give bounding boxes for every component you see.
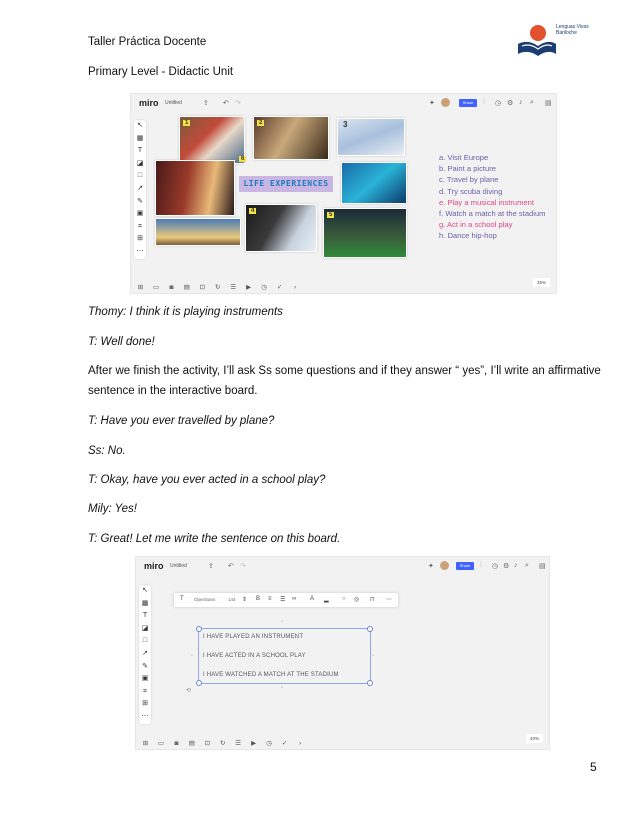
- instruction-line-1: After we finish the activity, I’ll ask Ss some questions and if they answer “ yes”, I’ll write an affirmative: [88, 365, 601, 377]
- circle-icon[interactable]: ○: [342, 596, 346, 602]
- refresh-icon[interactable]: ↻: [220, 740, 226, 747]
- miro-board-screenshot-2: [135, 556, 550, 750]
- bell-icon[interactable]: ♪: [519, 99, 523, 106]
- shape-icon[interactable]: □: [142, 637, 148, 645]
- lock-icon[interactable]: ⊓: [370, 597, 375, 603]
- activity-list: [439, 152, 546, 242]
- frame-icon[interactable]: ⌗: [143, 687, 147, 695]
- miro-logo: miro: [144, 561, 164, 571]
- activity-item: f. Watch a match at the stadium: [439, 209, 546, 219]
- photo-number-6: 6: [241, 156, 245, 162]
- dialogue-question-play: T: Okay, have you ever acted in a school play?: [88, 474, 326, 486]
- more-tools-icon[interactable]: ⋯: [136, 247, 144, 255]
- avatar[interactable]: [441, 98, 450, 107]
- timer-icon[interactable]: ◷: [495, 100, 502, 107]
- text-color-icon[interactable]: A: [310, 596, 315, 602]
- expand-icon[interactable]: ›: [293, 284, 297, 291]
- dialogue-ss-no: Ss: No.: [88, 445, 126, 457]
- page-number: 5: [590, 760, 597, 774]
- highlight-icon[interactable]: ▂: [324, 597, 329, 603]
- select-cursor-icon[interactable]: ↖: [142, 587, 148, 594]
- comment-icon[interactable]: ▣: [141, 675, 149, 683]
- refresh-icon[interactable]: ↻: [215, 284, 221, 291]
- logo-text-line: Bariloche: [556, 30, 577, 36]
- sentence-text-box[interactable]: [198, 628, 371, 684]
- list-icon[interactable]: ☰: [280, 597, 286, 603]
- dialogue-thomy: Thomy: I think it is playing instruments: [88, 306, 283, 318]
- video-icon[interactable]: ▶: [251, 740, 257, 747]
- grid-icon[interactable]: ⊞: [142, 740, 149, 747]
- connector-icon[interactable]: ↗: [142, 649, 148, 657]
- logo-text: [556, 24, 589, 36]
- photo-number-4: 4: [251, 208, 255, 214]
- instruction-line-2: sentence in the interactive board.: [88, 385, 258, 397]
- institution-logo: [516, 22, 598, 60]
- sticky-note-icon[interactable]: ◪: [136, 159, 144, 167]
- activity-item: e. Play a musical instrument: [439, 197, 534, 207]
- font-select[interactable]: OpenSans: [194, 597, 216, 602]
- miro-bottom-bar: [135, 276, 301, 291]
- share-button[interactable]: Share: [456, 562, 474, 570]
- miro-topbar: [136, 557, 549, 577]
- link-icon[interactable]: ∞: [292, 596, 297, 602]
- sentence-line: I HAVE WATCHED A MATCH AT THE STADIUM: [203, 672, 339, 678]
- emoji-icon[interactable]: ◎: [354, 597, 360, 603]
- level-subtitle: Primary Level - Didactic Unit: [88, 66, 234, 78]
- photo-stadium: [323, 208, 407, 258]
- reactions-icon[interactable]: ✦: [428, 563, 434, 570]
- expand-icon[interactable]: ›: [298, 740, 302, 747]
- apps-icon[interactable]: ⊡: [204, 740, 211, 747]
- dialogue-mily: Mily: Yes!: [88, 503, 137, 515]
- logo-text-line: Lenguas Vivas: [556, 24, 589, 30]
- text-type-icon[interactable]: T: [180, 596, 184, 602]
- settings-sliders-icon[interactable]: ⫶: [483, 99, 485, 106]
- bell-icon[interactable]: ♪: [514, 562, 518, 569]
- camera-icon[interactable]: ◙: [174, 740, 179, 747]
- settings-sliders-icon[interactable]: ⫶: [480, 562, 482, 569]
- pen-icon[interactable]: ✎: [137, 197, 143, 205]
- upload-tool-icon[interactable]: ⊞: [142, 700, 148, 708]
- cards-icon[interactable]: ▤: [183, 284, 190, 291]
- search-icon[interactable]: ⌕: [525, 562, 529, 569]
- miro-bottom-bar: [140, 732, 306, 747]
- template-icon[interactable]: ▦: [141, 599, 149, 607]
- sentence-line: I HAVE ACTED IN A SCHOOL PLAY: [203, 653, 306, 659]
- activity-item: b. Paint a picture: [439, 164, 496, 174]
- photo-number-1: 1: [185, 120, 189, 126]
- activity-item: c. Travel by plane: [439, 175, 499, 185]
- text-tool-icon[interactable]: T: [142, 612, 148, 620]
- shape-icon[interactable]: □: [137, 172, 143, 180]
- activity-item: d. Try scuba diving: [439, 186, 503, 196]
- dialogue-question-plane: T: Have you ever travelled by plane?: [88, 415, 275, 427]
- handle-dot: •: [372, 653, 374, 659]
- reactions-icon[interactable]: ✦: [429, 100, 435, 107]
- board-name[interactable]: Untitled: [165, 100, 182, 106]
- upload-icon[interactable]: ⇪: [203, 100, 209, 107]
- dialogue-great: T: Great! Let me write the sentence on this board.: [88, 533, 341, 545]
- miro-board-screenshot-1: [130, 93, 557, 294]
- photo-number-3: 3: [343, 120, 348, 129]
- resize-handle[interactable]: [367, 626, 373, 632]
- photo-scuba-diving: [341, 162, 407, 204]
- template-icon[interactable]: ▦: [136, 134, 144, 142]
- tool-rail: [134, 120, 146, 259]
- comment-icon[interactable]: ▣: [136, 210, 144, 218]
- resize-handle[interactable]: [196, 680, 202, 686]
- timer-bottom-icon[interactable]: ◷: [266, 740, 272, 747]
- video-icon[interactable]: ▶: [246, 284, 252, 291]
- zoom-level[interactable]: 10%: [526, 734, 543, 743]
- text-format-toolbar: [174, 593, 398, 607]
- undo-icon[interactable]: ↶: [228, 563, 234, 570]
- chat-icon[interactable]: ▭: [157, 740, 165, 747]
- handle-dot: •: [191, 653, 193, 659]
- cards-icon[interactable]: ▤: [188, 740, 195, 747]
- more-tools-icon[interactable]: ⋯: [141, 712, 149, 720]
- sentence-line: I HAVE PLAYED AN INSTRUMENT: [203, 634, 304, 640]
- photo-number-5: 5: [329, 212, 333, 218]
- connector-icon[interactable]: ↗: [137, 184, 143, 192]
- select-cursor-icon[interactable]: ↖: [137, 122, 143, 129]
- miro-logo: miro: [139, 98, 159, 108]
- timer-icon[interactable]: ◷: [492, 563, 499, 570]
- more-options-icon[interactable]: ⋯: [386, 597, 392, 603]
- chat-icon[interactable]: ▭: [152, 284, 160, 291]
- notes-icon[interactable]: ▤: [545, 100, 552, 107]
- course-title: Taller Práctica Docente: [88, 36, 207, 48]
- notes-icon[interactable]: ▤: [539, 563, 546, 570]
- photo-number-2: 2: [259, 120, 263, 126]
- align-icon[interactable]: ≡: [268, 596, 272, 602]
- vote-icon[interactable]: ✓: [281, 740, 288, 747]
- rotate-icon[interactable]: ⟲: [186, 688, 192, 694]
- photo-hip-hop: [155, 160, 235, 216]
- upload-icon[interactable]: ⇪: [208, 563, 214, 570]
- dialogue-well-done: T: Well done!: [88, 336, 155, 348]
- pen-icon[interactable]: ✎: [142, 662, 148, 670]
- undo-icon[interactable]: ↶: [223, 100, 229, 107]
- photo-school-play: [253, 116, 329, 160]
- activity-item: a. Visit Europe: [439, 153, 489, 162]
- miro-topbar: [131, 94, 556, 114]
- kanban-icon[interactable]: ☰: [230, 284, 237, 291]
- handle-dot: •: [281, 685, 283, 691]
- board-name[interactable]: Untitled: [170, 563, 187, 569]
- font-size-stepper-icon[interactable]: ⇕: [242, 597, 248, 603]
- redo-icon[interactable]: ↷: [240, 563, 246, 570]
- handle-dot: •: [281, 619, 283, 625]
- life-experiences-banner: LIFE EXPERIENCES: [239, 176, 333, 192]
- gear-icon[interactable]: ⚙: [507, 100, 514, 107]
- grid-icon[interactable]: ⊞: [137, 284, 144, 291]
- vote-icon[interactable]: ✓: [276, 284, 283, 291]
- tool-rail: [139, 585, 151, 724]
- gear-icon[interactable]: ⚙: [503, 563, 510, 570]
- frame-icon[interactable]: ⌗: [138, 222, 142, 230]
- apps-icon[interactable]: ⊡: [199, 284, 206, 291]
- redo-icon[interactable]: ↷: [235, 100, 241, 107]
- upload-tool-icon[interactable]: ⊞: [137, 235, 143, 243]
- zoom-level[interactable]: 25%: [533, 278, 550, 287]
- avatar[interactable]: [440, 561, 449, 570]
- camera-icon[interactable]: ◙: [169, 284, 174, 291]
- activity-item: g. Act in a school play: [439, 220, 513, 230]
- sticky-note-icon[interactable]: ◪: [141, 624, 149, 632]
- resize-handle[interactable]: [367, 680, 373, 686]
- text-tool-icon[interactable]: T: [137, 147, 143, 155]
- bold-icon[interactable]: B: [256, 596, 261, 602]
- font-size-select[interactable]: 144: [228, 597, 236, 602]
- kanban-icon[interactable]: ☰: [235, 740, 242, 747]
- search-icon[interactable]: ⌕: [530, 99, 534, 106]
- activity-item: h. Dance hip-hop: [439, 231, 497, 241]
- resize-handle[interactable]: [196, 626, 202, 632]
- photo-europe: [155, 218, 241, 246]
- share-button[interactable]: Share: [459, 99, 477, 107]
- timer-bottom-icon[interactable]: ◷: [261, 284, 267, 291]
